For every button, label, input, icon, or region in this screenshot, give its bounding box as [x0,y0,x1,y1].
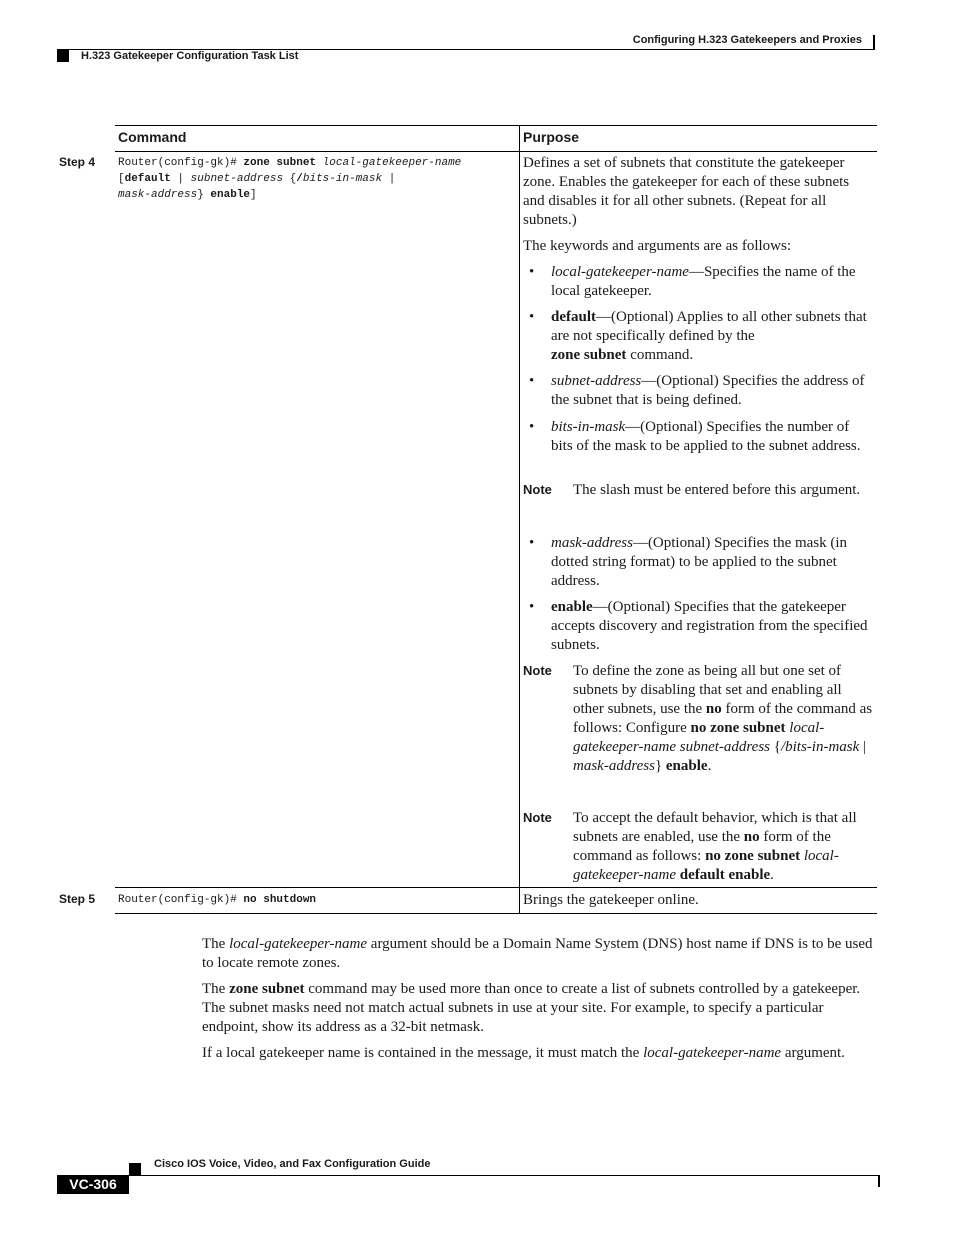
note-label: Note [523,663,552,678]
header-marker [57,50,69,62]
table-top-rule [115,125,877,126]
bullet-term: mask-address [551,535,633,551]
cmd-keyword: enable [210,189,251,201]
note-keyword: enable [665,758,708,774]
para-run: The [202,981,230,997]
bullet-dot-icon: • [529,535,535,551]
bullet-dot-icon: • [529,373,535,389]
note-label: Note [523,482,552,497]
footer-marker [129,1163,141,1175]
note-keyword: no [743,829,760,845]
para-run: argument. [781,1045,845,1061]
note-run: | [859,739,867,755]
para-argument: local-gatekeeper-name [643,1045,782,1061]
cmd-bracket: [ [118,173,125,185]
note-run: To define the zone as being all but one set of subnets by disabling that set and enabling all other subnets, use the [573,663,842,717]
cmd-prompt: Router(config-gk)# [118,157,244,169]
cmd-brace: } [197,189,211,201]
note-run: . [707,758,712,774]
bullet-text: —(Optional) Specifies the mask (in dotted string format) to be applied to the subnet address. [551,535,848,589]
bullet-enable [523,598,873,655]
cmd-argument: local-gatekeeper-name [322,157,462,169]
section-title: H.323 Gatekeeper Configuration Task List [81,50,299,62]
para-argument: local-gatekeeper-name [229,936,368,952]
note-default-behavior [523,809,873,885]
note-argument: local-gatekeeper-name subnet-address [573,720,825,755]
bullet-text: —Specifies the name of the local gatekeeper. [551,264,856,299]
table-row-rule [115,887,877,888]
bullet-tail: command. [626,347,694,363]
para-run: The [202,936,230,952]
note-run: { [770,739,781,755]
bullet-dot-icon: • [529,264,535,280]
cmd-bracket: ] [250,189,257,201]
bullet-text: —(Optional) Applies to all other subnets that are not specifically defined by the [551,309,867,344]
bullet-mask-address [523,534,873,591]
bullet-term: subnet-address [551,373,642,389]
note-run: . [770,867,774,883]
purpose-intro: Defines a set of subnets that constitute the gatekeeper zone. Enables the gatekeeper for each of these subnets and disables it for all other subnets. (Repeat for all subnets.) [523,155,850,228]
bullet-text: —(Optional) Specifies the address of the subnet that is being defined. [551,373,865,408]
bullet-text: —(Optional) Specifies the number of bits of the mask to be applied to the subnet address. [551,419,861,454]
bullet-subnet-address [523,372,873,410]
footer-rule [57,1175,879,1176]
note-run: To accept the default behavior, which is that all subnets are enabled, use the [573,810,857,845]
table-column-divider [519,125,520,914]
column-header-command: Command [118,129,187,145]
para-run: argument should be a Domain Name System (DNS) host name if DNS is to be used to locate remote zones. [202,936,873,971]
body-paragraph-3 [202,1044,878,1063]
bullet-term: local-gatekeeper-name [551,264,689,280]
body-paragraph-2 [202,980,878,1037]
note-keyword: default enable [679,867,771,883]
bullet-default [523,308,873,365]
step-5-label: Step 5 [59,892,96,906]
note-keyword: no zone subnet [705,848,801,864]
body-paragraph-1 [202,935,878,973]
cmd-keyword: no shutdown [243,894,317,906]
footer-tick [878,1175,880,1187]
page-number: VC-306 [57,1175,129,1194]
cmd-argument: mask-address [118,189,198,201]
note-keyword: no [705,701,722,717]
cmd-prompt: Router(config-gk)# [118,894,244,906]
note-run: } [654,758,666,774]
table-header-rule [115,151,877,152]
para-keyword: zone subnet [229,981,305,997]
step-4-purpose [523,154,873,230]
cmd-argument: subnet-address [190,173,284,185]
cmd-pipe: | [382,173,396,185]
bullet-term: enable [551,599,593,615]
bullet-dot-icon: • [529,309,535,325]
para-run: If a local gatekeeper name is contained in the message, it must match the [202,1045,644,1061]
bullet-term: default [551,309,596,325]
note-argument: /bits-in-mask [780,739,860,755]
table-bottom-rule [115,913,877,914]
keywords-intro: The keywords and arguments are as follows: [523,238,791,254]
step-4-label: Step 4 [59,155,96,169]
note-text [573,662,873,776]
bullet-dot-icon: • [529,599,535,615]
bullet-text: —(Optional) Specifies that the gatekeeper accepts discovery and registration from the specified subnets. [551,599,868,653]
bullet-term: bits-in-mask [551,419,626,435]
bullet-bits-in-mask [523,418,873,456]
note-label: Note [523,810,552,825]
note-argument: mask-address [573,758,655,774]
cmd-keyword: default [124,173,171,185]
para-run: command may be used more than once to create a list of subnets controlled by a gatekeeper. The subnet masks need not match actual subnets in use at your site. For example, to specify a particular endpoint, show its address as a 32-bit netmask. [202,981,861,1035]
column-header-purpose: Purpose [523,129,580,145]
note-keyword: no zone subnet [690,720,786,736]
note-text: The slash must be entered before this argument. [573,482,861,498]
note-slash [523,481,873,500]
cmd-slash: / [296,173,303,185]
cmd-keyword: zone subnet [243,157,317,169]
step-5-command [118,892,516,908]
note-define-zone [523,662,873,776]
bullet-dot-icon: • [529,419,535,435]
bullet-tail-keyword: zone subnet [551,347,627,363]
note-run: form of the command as follows: [573,829,831,864]
note-text [573,809,873,885]
cmd-pipe: | [170,173,191,185]
header-bar [873,35,875,49]
note-argument: local-gatekeeper-name [573,848,839,883]
bullet-local-gatekeeper-name [523,263,873,301]
cmd-argument: bits-in-mask [302,173,383,185]
step-4-command [118,155,516,203]
cmd-brace: { [283,173,297,185]
note-run: form of the command as follows: Configure [573,701,873,736]
chapter-title: Configuring H.323 Gatekeepers and Proxies [632,34,862,46]
book-title: Cisco IOS Voice, Video, and Fax Configuration Guide [154,1158,431,1170]
step-5-purpose: Brings the gatekeeper online. [523,892,699,908]
